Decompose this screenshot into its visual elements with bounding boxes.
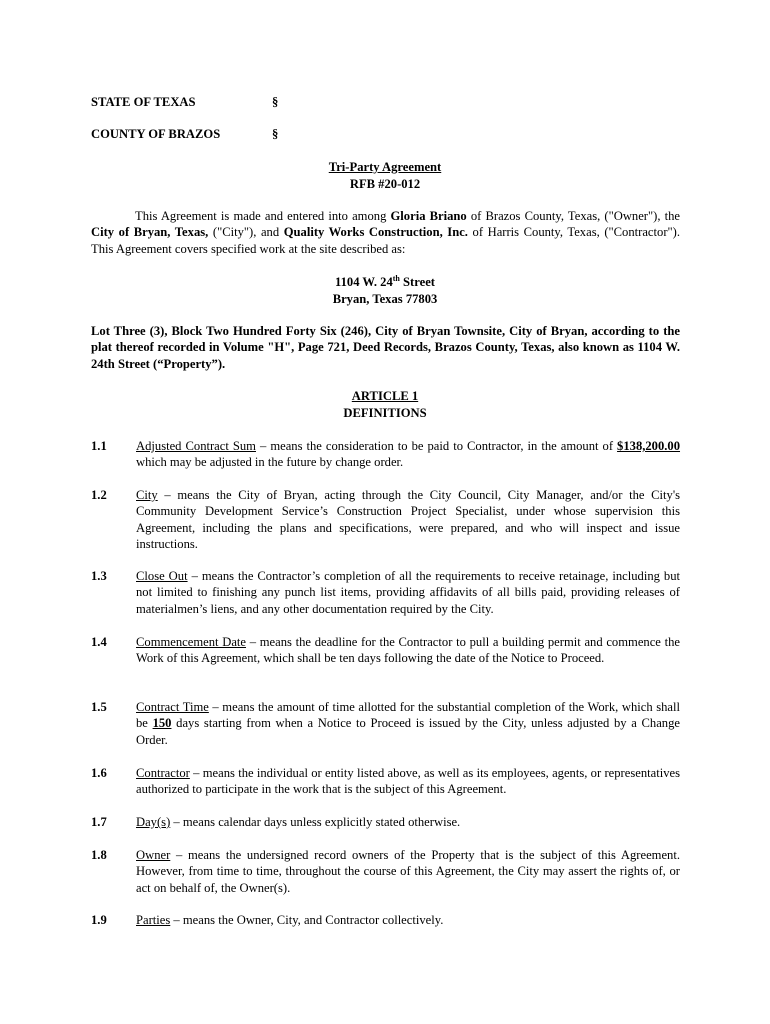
document-title: Tri-Party Agreement xyxy=(328,160,442,174)
definition-number: 1.8 xyxy=(91,848,107,862)
city-name: City of Bryan, Texas, xyxy=(91,225,209,240)
definition-term: Adjusted Contract Sum xyxy=(136,439,256,453)
owner-name: Gloria Briano xyxy=(390,209,467,223)
definition-contractor: Contractor – means the individual or entity listed above, as well as its employees, agents, or representatives authorized to participate in the work that is the subject of this Agreement. xyxy=(136,766,680,797)
definition-days: Day(s) – means calendar days unless explicitly stated otherwise. xyxy=(136,815,461,829)
definition-term: Day(s) xyxy=(136,815,171,829)
definition-number: 1.5 xyxy=(91,700,107,714)
definition-number: 1.9 xyxy=(91,913,107,927)
definition-adjusted-contract-sum: Adjusted Contract Sum – means the consideration to be paid to Contractor, in the amount of $138,200.00 which may be adjusted in the future by change order. xyxy=(136,439,681,470)
state-heading: STATE OF TEXAS xyxy=(91,95,196,109)
definition-term: Commencement Date xyxy=(136,635,247,649)
contract-days: 150 xyxy=(152,716,172,731)
article-heading: ARTICLE 1 xyxy=(351,389,419,403)
definition-term: Close Out xyxy=(136,569,188,583)
definition-parties: Parties – means the Owner, City, and Contractor collectively. xyxy=(136,913,444,927)
legal-description: Lot Three (3), Block Two Hundred Forty Six (246), City of Bryan Townsite, City of Bryan, according to the plat thereof recorded in Volume "H", Page 721, Deed Records, Brazos County, Texas, also known as 1104 W. 24th Street (“Property”). xyxy=(91,324,680,371)
site-address-street: 1104 W. 24th Street xyxy=(335,274,435,289)
section-symbol: § xyxy=(272,127,279,141)
definition-commencement-date: Commencement Date – means the deadline for the Contractor to pull a building permit and commence the Work of this Agreement, which shall be ten days following the date of the Notice to Proceed. xyxy=(136,635,680,666)
definition-number: 1.3 xyxy=(91,569,107,583)
definition-number: 1.4 xyxy=(91,635,107,649)
contract-amount: $138,200.00 xyxy=(617,439,681,453)
definition-close-out: Close Out – means the Contractor’s completion of all the requirements to receive retainage, including but not limited to finishing any punch list items, providing affidavits of all bills paid, providing releases of materialmen’s liens, and any other documentation required by the City. xyxy=(136,569,680,616)
definition-owner: Owner – means the undersigned record owners of the Property that is the subject of this Agreement. However, from time to time, throughout the course of this Agreement, the City may assert the rights of, or act on behalf of, the Owner(s). xyxy=(136,848,680,895)
definition-term: Parties xyxy=(136,913,171,927)
section-symbol: § xyxy=(272,95,279,109)
contractor-name: Quality Works Construction, Inc. xyxy=(283,225,468,240)
definition-city: City – means the City of Bryan, acting through the City Council, City Manager, and/or the City's Community Development Service’s Construction Project Specialist, under whose supervision this Agreement, including the plans and specifications, were prepared, and who will inspect and issue instructions. xyxy=(136,488,680,552)
definition-term: City xyxy=(136,488,158,502)
definition-contract-time: Contract Time – means the amount of time allotted for the substantial completion of the Work, which shall be 150 days starting from when a Notice to Proceed is issued by the City, unless adjusted by a Change Order. xyxy=(136,700,680,747)
site-address-city: Bryan, Texas 77803 xyxy=(332,292,438,306)
county-heading: COUNTY OF BRAZOS xyxy=(91,127,221,141)
article-subheading: DEFINITIONS xyxy=(343,406,427,420)
definition-number: 1.1 xyxy=(91,439,107,453)
definition-number: 1.7 xyxy=(91,815,107,829)
rfb-number: RFB #20-012 xyxy=(349,177,421,191)
definition-term: Owner xyxy=(136,848,171,862)
intro-paragraph: This Agreement is made and entered into among Gloria Briano of Brazos County, Texas, ("Owner"), the City of Bryan, Texas, ("City"), and Quality Works Construction, Inc. of Harris County, Texas, ("Contractor"). This Agreement covers specified work at the site described as: xyxy=(91,209,680,256)
definition-number: 1.2 xyxy=(91,488,107,502)
definition-term: Contractor xyxy=(136,766,190,780)
definition-term: Contract Time xyxy=(136,700,209,714)
definition-number: 1.6 xyxy=(91,766,107,780)
